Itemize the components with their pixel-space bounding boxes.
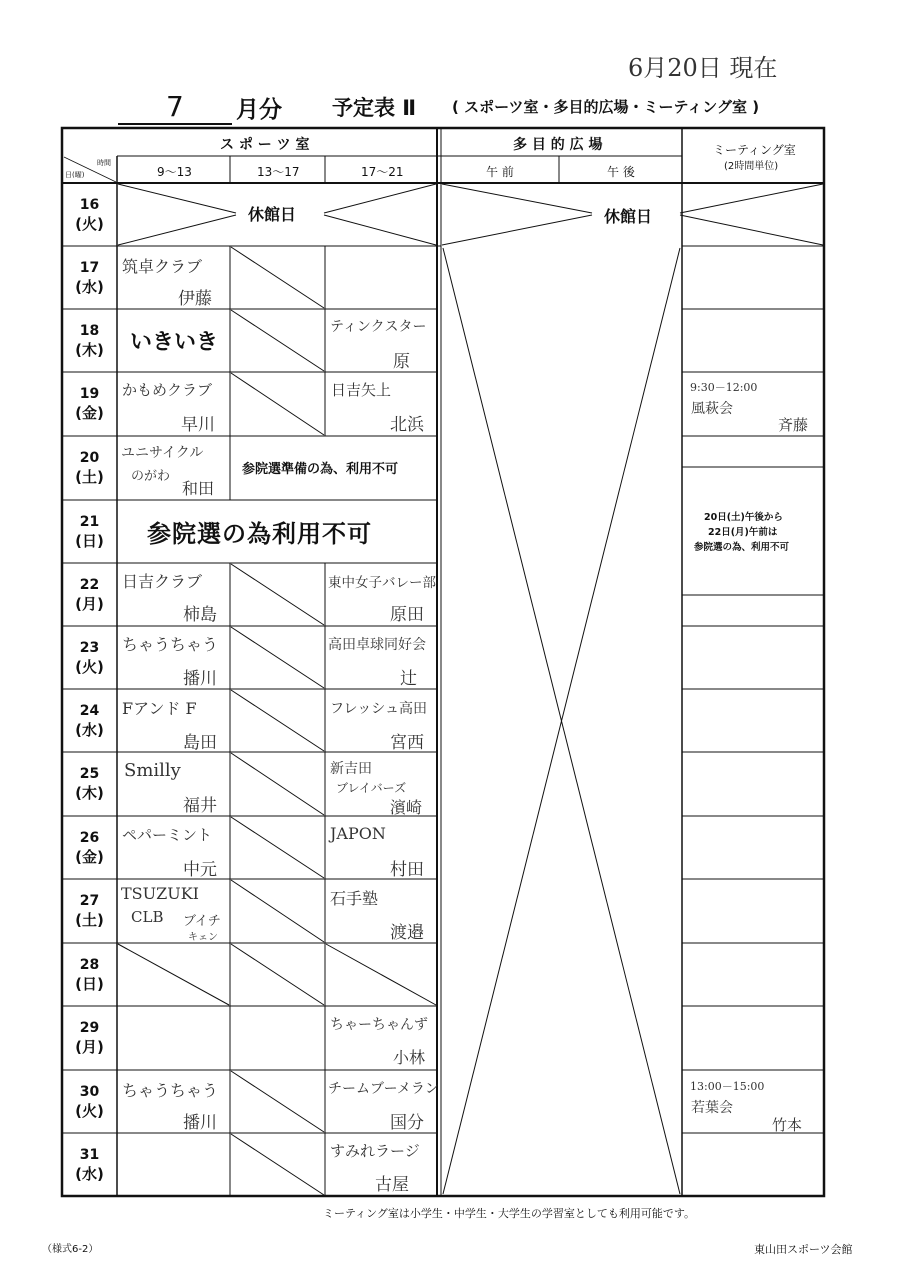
meeting-19-rep: 斉藤 bbox=[778, 416, 809, 434]
slot-am: 午 前 bbox=[486, 165, 514, 179]
day-number: 20 bbox=[79, 450, 100, 466]
entry-27-morning-club: TSUZUKI bbox=[121, 884, 199, 903]
entry-30-morning-rep: 播川 bbox=[183, 1113, 217, 1133]
entry-30-evening-club: チームブーメラン bbox=[328, 1081, 439, 1097]
day-label bbox=[62, 449, 117, 487]
day-label bbox=[62, 829, 117, 867]
day-of-week: (木) bbox=[75, 340, 104, 359]
entry-17-morning-club: 筑卓クラブ bbox=[122, 257, 203, 276]
entry-27-evening-rep: 渡邉 bbox=[390, 923, 424, 943]
entry-23-evening-club: 高田卓球同好会 bbox=[328, 637, 426, 653]
entry-24-evening-rep: 宮西 bbox=[390, 733, 424, 753]
entry-26-morning-club: ペパーミント bbox=[122, 826, 213, 844]
day-of-week: (金) bbox=[75, 847, 104, 866]
meeting-30-time: 13:00－15:00 bbox=[690, 1080, 765, 1093]
entry-19-evening-club: 日吉矢上 bbox=[331, 381, 392, 399]
slot-17-21: 17～21 bbox=[361, 165, 404, 179]
day-of-week: (火) bbox=[75, 1101, 104, 1120]
entry-25-evening-team: ブレイバーズ bbox=[336, 781, 407, 795]
meeting-30-rep: 竹本 bbox=[772, 1116, 803, 1134]
entry-23-evening-rep: 辻 bbox=[400, 669, 417, 689]
meeting-note-line3: 参院選の為、利用不可 bbox=[694, 542, 790, 553]
meeting-room-header: ミーティング室 bbox=[713, 143, 796, 157]
meeting-30-group: 若葉会 bbox=[691, 1100, 733, 1116]
day-label bbox=[62, 765, 117, 803]
day-of-week: (木) bbox=[75, 784, 104, 802]
day-label bbox=[62, 1146, 117, 1184]
day-label bbox=[62, 1083, 117, 1121]
day-of-week: (水) bbox=[75, 1164, 104, 1183]
meeting-room-subheader: (2時間単位) bbox=[724, 161, 779, 172]
organization-name: 東山田スポーツ会館 bbox=[754, 1243, 853, 1256]
closed-label-sports: 休館日 bbox=[246, 202, 298, 225]
entry-24-evening-club: フレッシュ高田 bbox=[330, 701, 428, 717]
day-label bbox=[62, 513, 117, 551]
entry-25-morning-rep: 福井 bbox=[183, 796, 217, 816]
day-number: 31 bbox=[79, 1146, 100, 1163]
entry-20-morning-sub: のがわ bbox=[131, 469, 171, 484]
slot-9-13: 9～13 bbox=[157, 165, 192, 179]
meeting-note-line1: 20日(土)午後から bbox=[704, 512, 783, 523]
day-number: 18 bbox=[79, 322, 100, 339]
day-of-week: (土) bbox=[75, 911, 104, 929]
day-of-week: (土) bbox=[75, 468, 104, 486]
entry-30-evening-rep: 国分 bbox=[390, 1113, 424, 1133]
day-number: 17 bbox=[79, 259, 100, 276]
closed-label-plaza: 休館日 bbox=[602, 204, 654, 227]
day-of-week: (月) bbox=[75, 1038, 104, 1056]
meeting-19-group: 風萩会 bbox=[691, 401, 733, 417]
day-of-week: (水) bbox=[75, 277, 104, 296]
day-of-week: (日) bbox=[75, 531, 104, 550]
entry-17-morning-rep: 伊藤 bbox=[178, 289, 212, 309]
month-suffix: 月分 bbox=[236, 97, 282, 123]
entry-23-morning-club: ちゃうちゃう bbox=[122, 635, 219, 654]
entry-27-evening-club: 石手塾 bbox=[330, 889, 379, 908]
day-label bbox=[62, 385, 117, 423]
entry-29-evening-rep: 小林 bbox=[393, 1048, 426, 1067]
entry-22-evening-rep: 原田 bbox=[390, 605, 424, 625]
month-number: 7 bbox=[166, 90, 184, 123]
corner-time-label: 時間 bbox=[97, 159, 111, 167]
day-label bbox=[62, 1019, 117, 1057]
day-number: 16 bbox=[79, 197, 100, 213]
plaza-header: 多 目 的 広 場 bbox=[513, 137, 603, 153]
day-of-week: (金) bbox=[75, 404, 104, 422]
entry-20-unavailable: 参院選準備の為、利用不可 bbox=[242, 462, 399, 477]
entry-27-morning-club-sub: CLB bbox=[131, 908, 164, 926]
day-number: 25 bbox=[79, 766, 100, 782]
entry-23-morning-rep: 播川 bbox=[183, 669, 217, 689]
day-number: 22 bbox=[79, 576, 100, 593]
day-number: 29 bbox=[79, 1020, 100, 1036]
entry-29-evening-club: ちゃーちゃんず bbox=[330, 1017, 428, 1033]
corner-day-label: 日(曜) bbox=[65, 171, 85, 179]
schedule-title: 予定表 Ⅱ bbox=[332, 96, 417, 120]
form-number: （様式6-2） bbox=[42, 1244, 99, 1255]
entry-19-morning-club: かもめクラブ bbox=[122, 381, 213, 399]
date-stamp: 6月20日 現在 bbox=[628, 54, 778, 82]
day-of-week: (火) bbox=[75, 215, 104, 233]
entry-31-evening-rep: 古屋 bbox=[375, 1175, 409, 1195]
day-number: 19 bbox=[79, 386, 100, 402]
entry-27-morning-rep-sub: キェン bbox=[188, 932, 218, 943]
day-of-week: (月) bbox=[75, 594, 104, 613]
day-number: 24 bbox=[79, 702, 100, 719]
day-of-week: (水) bbox=[75, 720, 104, 739]
day-label bbox=[62, 576, 117, 614]
day-number: 28 bbox=[79, 956, 100, 973]
day-label bbox=[62, 196, 117, 234]
entry-25-evening-club: 新吉田 bbox=[330, 761, 372, 777]
footer-note: ミーティング室は小学生・中学生・大学生の学習室としても利用可能です。 bbox=[323, 1207, 696, 1220]
sports-room-header: ス ポ ー ツ 室 bbox=[220, 137, 310, 153]
entry-19-morning-rep: 早川 bbox=[181, 415, 215, 435]
day-of-week: (日) bbox=[75, 974, 104, 993]
entry-27-morning-rep: ブイチ bbox=[183, 914, 221, 929]
day-of-week: (火) bbox=[75, 657, 104, 676]
entry-25-evening-rep: 濱崎 bbox=[390, 798, 423, 817]
day-number: 27 bbox=[79, 893, 100, 909]
entry-24-morning-rep: 島田 bbox=[183, 733, 217, 753]
meeting-note-line2: 22日(月)午前は bbox=[708, 527, 778, 538]
day-label bbox=[62, 639, 117, 677]
entry-22-morning-club: 日吉クラブ bbox=[122, 572, 203, 591]
slot-13-17: 13～17 bbox=[257, 165, 300, 179]
day-label bbox=[62, 956, 117, 994]
day-label bbox=[62, 322, 117, 360]
day-number: 30 bbox=[79, 1083, 100, 1100]
meeting-19-time: 9:30－12:00 bbox=[690, 381, 758, 394]
entry-25-morning-club: Smilly bbox=[124, 760, 181, 781]
entry-22-evening-club: 東中女子バレー部 bbox=[328, 575, 436, 591]
slot-pm: 午 後 bbox=[607, 165, 635, 179]
entry-24-morning-club: Fアンド F bbox=[122, 699, 197, 718]
day-number: 23 bbox=[79, 639, 100, 656]
entry-19-evening-rep: 北浜 bbox=[390, 415, 424, 435]
day-number: 21 bbox=[79, 513, 100, 530]
day-label bbox=[62, 892, 117, 930]
rooms-subtitle: ( スポーツ室・多目的広場・ミーティング室 ) bbox=[452, 98, 760, 116]
day-label bbox=[62, 259, 117, 297]
entry-18-evening-rep: 原 bbox=[393, 352, 410, 372]
entry-20-morning-rep: 和田 bbox=[182, 479, 215, 498]
entry-26-morning-rep: 中元 bbox=[183, 860, 217, 880]
entry-21-unavailable: 参院選の為利用不可 bbox=[147, 520, 372, 548]
day-number: 26 bbox=[79, 829, 100, 846]
entry-18-morning-club: いきいき bbox=[130, 330, 219, 355]
entry-20-morning-club: ユニサイクル bbox=[121, 445, 204, 461]
entry-26-evening-rep: 村田 bbox=[390, 860, 424, 880]
entry-18-evening-club: ティンクスター bbox=[330, 319, 427, 335]
entry-30-morning-club: ちゃうちゃう bbox=[122, 1081, 219, 1100]
day-label bbox=[62, 702, 117, 740]
entry-26-evening-club: JAPON bbox=[330, 824, 386, 843]
entry-22-morning-rep: 柿島 bbox=[183, 605, 217, 625]
entry-31-evening-club: すみれラージ bbox=[330, 1142, 420, 1160]
